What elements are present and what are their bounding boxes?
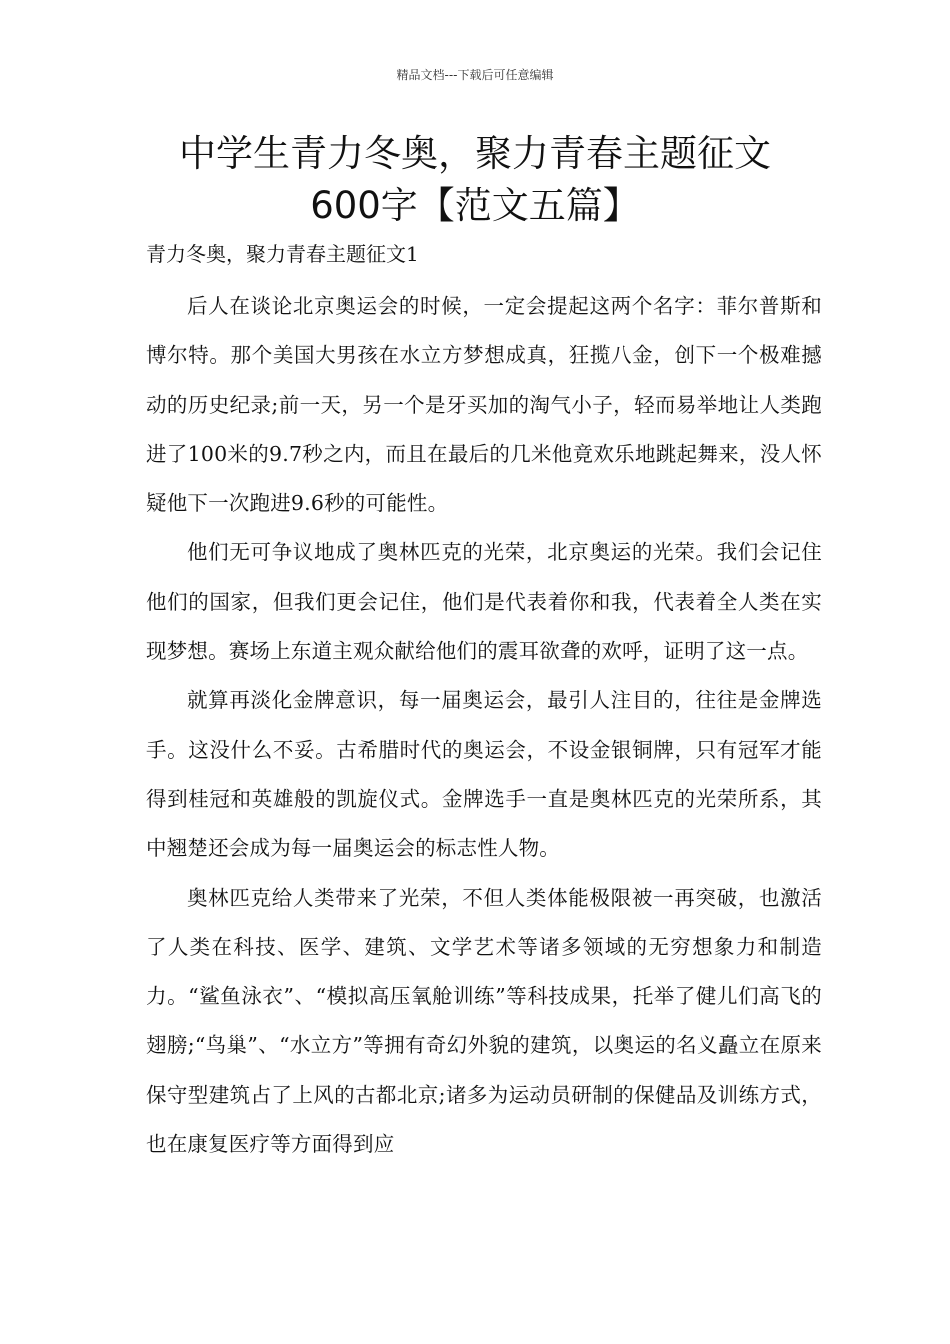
paragraph-1: 后人在谈论北京奥运会的时候，一定会提起这两个名字：菲尔普斯和博尔特。那个美国大男孩在水立方梦想成真，狂揽八金，创下一个极难撼动的历史纪录;前一天，另一个是牙买加的淘气小子，轻而易举地让人类跑进了100米的9.7秒之内，而且在最后的几米他竟欢乐地跳起舞来，没人怀疑他下一次跑进9.6秒的可能性。 [146,294,822,516]
header-note: 精品文档---下载后可任意编辑 [396,68,554,82]
title-line-1: 中学生青力冬奥，聚力青春主题征文 [179,132,771,175]
paragraph-4: 奥林匹克给人类带来了光荣，不但人类体能极限被一再突破，也激活了人类在科技、医学、建筑、文学艺术等诸多领域的无穷想象力和制造力。“鲨鱼泳衣”、“模拟高压氧舱训练”等科技成果，托举了健儿们高飞的翅膀;“鸟巢”、“水立方”等拥有奇幻外貌的建筑，以奥运的名义矗立在原来保守型建筑占了上风的古都北京;诸多为运动员研制的保健品及训练方式，也在康复医疗等方面得到应 [146,885,822,1157]
page-title [120,128,830,232]
paragraph-3: 就算再淡化金牌意识，每一届奥运会，最引人注目的，往往是金牌选手。这没什么不妥。古希腊时代的奥运会，不设金银铜牌，只有冠军才能得到桂冠和英雄般的凯旋仪式。金牌选手一直是奥林匹克的光荣所系，其中翘楚还会成为每一届奥运会的标志性人物。 [146,688,822,861]
document-body [146,282,822,1169]
paragraph-2: 他们无可争议地成了奥林匹克的光荣，北京奥运的光荣。我们会记住他们的国家，但我们更会记住，他们是代表着你和我，代表着全人类在实现梦想。赛场上东道主观众献给他们的震耳欲聋的欢呼，证明了这一点。 [146,540,822,664]
title-line-2: 600字【范文五篇】 [310,184,640,227]
section-heading: 青力冬奥，聚力青春主题征文1 [146,242,419,266]
